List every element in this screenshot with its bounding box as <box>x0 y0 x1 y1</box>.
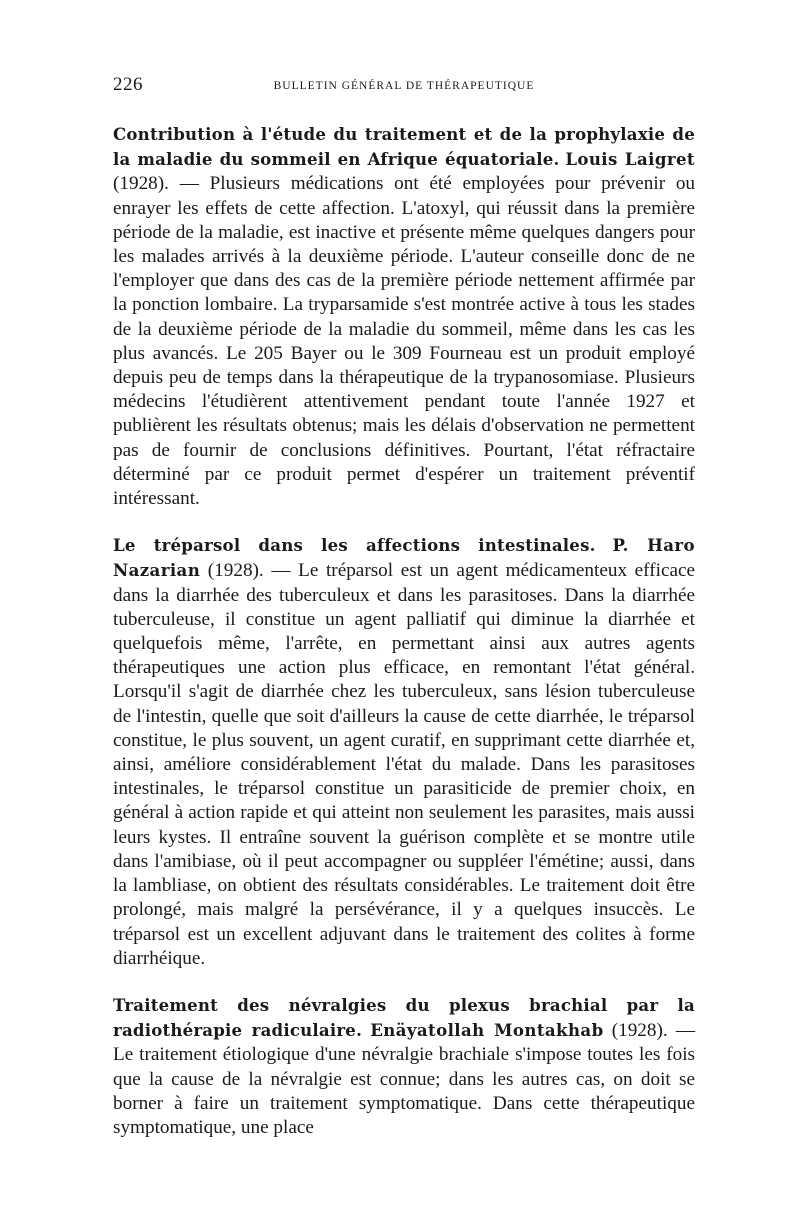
article-title: Traitement des névralgies du plexus brachial par la radiothérapie radiculaire. <box>113 994 695 1041</box>
article-title: Contribution à l'étude du traitement et de la prophylaxie de la maladie du sommeil en Afrique équatoriale. <box>113 124 695 170</box>
journal-title: BULLETIN GÉNÉRAL DE THÉRAPEUTIQUE <box>273 80 535 92</box>
page-number: 226 <box>113 74 143 95</box>
document-page <box>113 70 695 1162</box>
article-year: (1928). <box>207 560 264 582</box>
article-sleeping-sickness <box>113 122 695 511</box>
article-body: — Le traitement étiologique d'une névralgie brachiale s'impose toutes les fois que la cause de la névralgie est connue; dans les autres cas, on doit se borner à faire un traitement symptomatique. Dans cette thérapeutique symptomatique, une place <box>113 1020 696 1138</box>
article-body: — Le tréparsol est un agent médicamenteux efficace dans la diarrhée des tuberculeux et dans les parasitoses. Dans la diarrhée tuberculeuse, il constitue un agent palliatif qui diminue la diarrhée et quelquefois même, l'arrête, en permettant ainsi aux autres agents thérapeutiques une action plus efficace, en remontant l'état général. Lorsqu'il s'agit de diarrhée chez les tuberculeux, sans lésion tuberculeuse de l'intestin, quelle que soit d'ailleurs la cause de cette diarrhée, le tréparsol constitue, le plus souvent, un agent curatif, en supprimant cette diarrhée et, ainsi, améliore considérablement l'état du malade. Dans les parasitoses intestinales, le tréparsol constitue un parasiticide de premier choix, en général à action rapide et qui atteint non seulement les parasites, mais aussi leurs kystes. Il entraîne souvent la guérison complète et se montre utile dans l'amibiase, où il peut accompagner ou suppléer l'émétine; aussi, dans la lambliase, on obtient des résultats considérables. Le traitement doit être prolongé, mais malgré la persévérance, il y a quelques insuccès. Le tréparsol est un excellent adjuvant dans le traitement des colites à forme diarrhéique. <box>113 560 696 969</box>
article-year: (1928). <box>113 173 169 195</box>
article-author: P. Haro Nazarian <box>113 535 695 581</box>
article-author: Enäyatollah Montakhab <box>370 1020 604 1041</box>
article-brachial-neuralgia <box>113 993 695 1140</box>
article-title: Le tréparsol dans les affections intestinales. <box>113 535 596 556</box>
running-head <box>113 70 695 100</box>
article-treparsol <box>113 533 695 971</box>
article-year: (1928). <box>611 1020 668 1042</box>
article-author: Louis Laigret <box>565 149 696 170</box>
article-body: — Plusieurs médications ont été employées pour prévenir ou enrayer les effets de cette affection. L'atoxyl, qui réussit dans la première période de la maladie, est inactive et présente même quelques dangers pour les malades arrivés à la deuxième période. L'auteur conseille donc de ne l'employer que dans des cas de la première période nettement affirmée par la ponction lombaire. La tryparsamide s'est montrée active à tous les stades de la deuxième période de la maladie du sommeil, même dans les cas les plus avancés. Le 205 Bayer ou le 309 Fourneau est un produit employé depuis peu de temps dans la thérapeutique de la trypanosomiase. Plusieurs médecins l'étudièrent attentivement pendant toute l'année 1927 et publièrent les résultats obtenus; mais les délais d'observation ne permettent pas de fournir de conclusions définitives. Pourtant, l'état réfractaire déterminé par ce produit permet d'espérer un traitement préventif intéressant. <box>113 173 696 510</box>
